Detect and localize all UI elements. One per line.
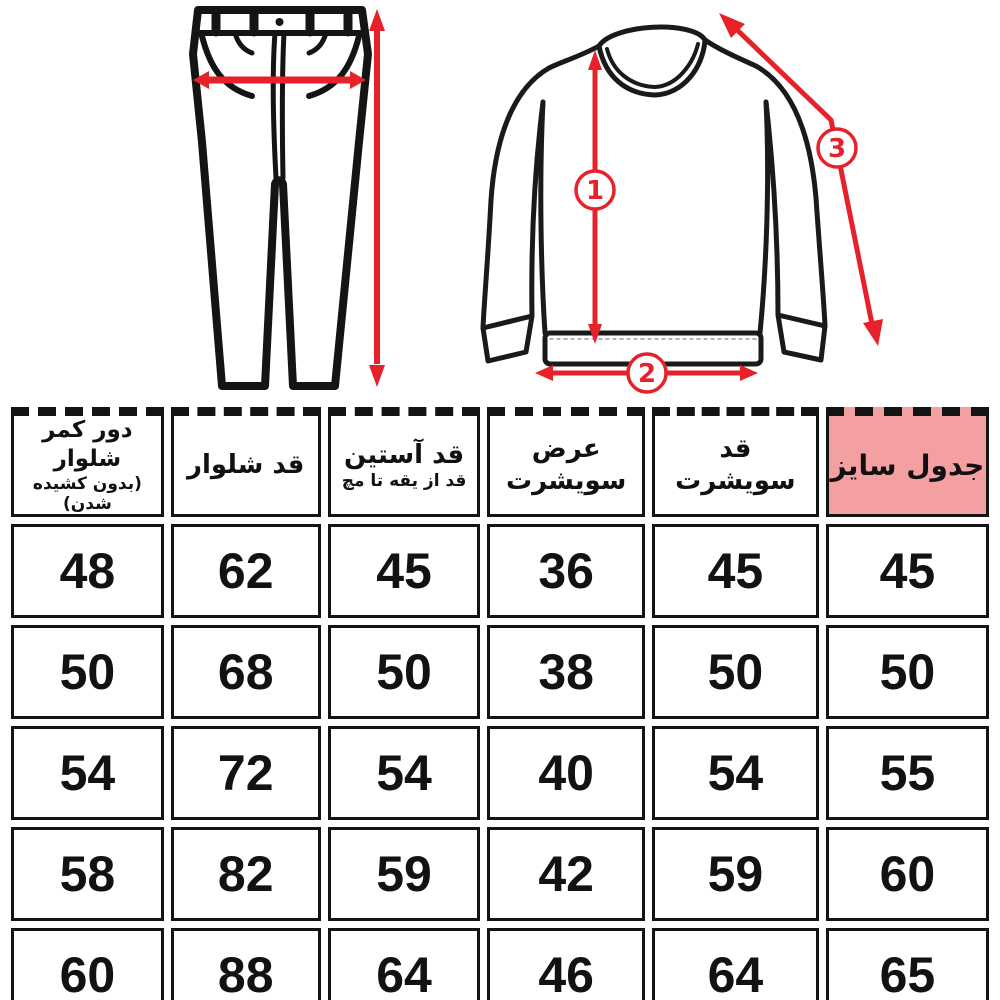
cell-size: 60: [826, 827, 989, 921]
cell-sleeve-length: 59: [328, 827, 481, 921]
header-label: قد آستین: [343, 439, 465, 470]
cell-sweatshirt-length: 50: [652, 625, 819, 719]
sweatshirt-body-right: [760, 102, 768, 333]
cell-sleeve-length: 54: [328, 726, 481, 820]
size-table: [4, 400, 996, 1000]
header-label: عرض سویشرت: [505, 433, 627, 497]
pants-button: [276, 18, 284, 26]
col-header-pants-waist: [11, 407, 164, 517]
cell-sweatshirt-length: 59: [652, 827, 819, 921]
col-header-pants-length: [171, 407, 321, 517]
cell-pants-length: 72: [171, 726, 321, 820]
cell-pants-waist: 58: [11, 827, 164, 921]
cell-sleeve-length: 45: [328, 524, 481, 618]
col-header-sweatshirt-width: [487, 407, 644, 517]
cell-pants-length: 62: [171, 524, 321, 618]
cell-pants-length: 88: [171, 928, 321, 1000]
cell-pants-waist: 60: [11, 928, 164, 1000]
header-sublabel: (بدون کشیده شدن): [32, 473, 142, 514]
header-label: جدول سایز: [830, 448, 985, 482]
cell-sweatshirt-width: 40: [487, 726, 644, 820]
pants-diagram: [172, 2, 390, 396]
label-2: 2: [637, 359, 657, 389]
cell-pants-waist: 48: [11, 524, 164, 618]
label-3: 3: [827, 134, 847, 164]
size-table-section: [4, 400, 996, 1000]
table-row: [11, 625, 989, 719]
cell-pants-length: 68: [171, 625, 321, 719]
label-1: 1: [585, 176, 605, 206]
cell-size: 65: [826, 928, 989, 1000]
pants-length-arrow: [369, 9, 385, 387]
sweatshirt-body-left: [541, 102, 545, 333]
sweatshirt-cuff-left: [483, 316, 532, 361]
header-label: قد شلوار: [186, 449, 305, 480]
cell-sweatshirt-length: 54: [652, 726, 819, 820]
table-row: [11, 827, 989, 921]
cell-sleeve-length: 64: [328, 928, 481, 1000]
cell-size: 55: [826, 726, 989, 820]
cell-sleeve-length: 50: [328, 625, 481, 719]
header-row: [11, 407, 989, 517]
cell-sweatshirt-width: 42: [487, 827, 644, 921]
header-label: قد سویشرت: [675, 433, 796, 497]
sweatshirt-diagram: [453, 2, 900, 396]
cell-size: 45: [826, 524, 989, 618]
cell-pants-waist: 50: [11, 625, 164, 719]
cell-sweatshirt-width: 36: [487, 524, 644, 618]
sweatshirt-collar-outer: [599, 27, 705, 46]
cell-pants-length: 82: [171, 827, 321, 921]
cell-sweatshirt-width: 46: [487, 928, 644, 1000]
table-row: [11, 726, 989, 820]
col-header-size: [826, 407, 989, 517]
header-sublabel: قد از یقه تا مچ: [341, 471, 467, 492]
cell-pants-waist: 54: [11, 726, 164, 820]
table-row: [11, 928, 989, 1000]
sweatshirt-cuff-right: [778, 315, 825, 360]
cell-size: 50: [826, 625, 989, 719]
col-header-sleeve-length: [328, 407, 481, 517]
cell-sweatshirt-length: 64: [652, 928, 819, 1000]
cell-sweatshirt-width: 38: [487, 625, 644, 719]
header-label: دور کمر شلوار: [42, 417, 133, 472]
table-row: [11, 524, 989, 618]
cell-sweatshirt-length: 45: [652, 524, 819, 618]
col-header-sweatshirt-length: [652, 407, 819, 517]
